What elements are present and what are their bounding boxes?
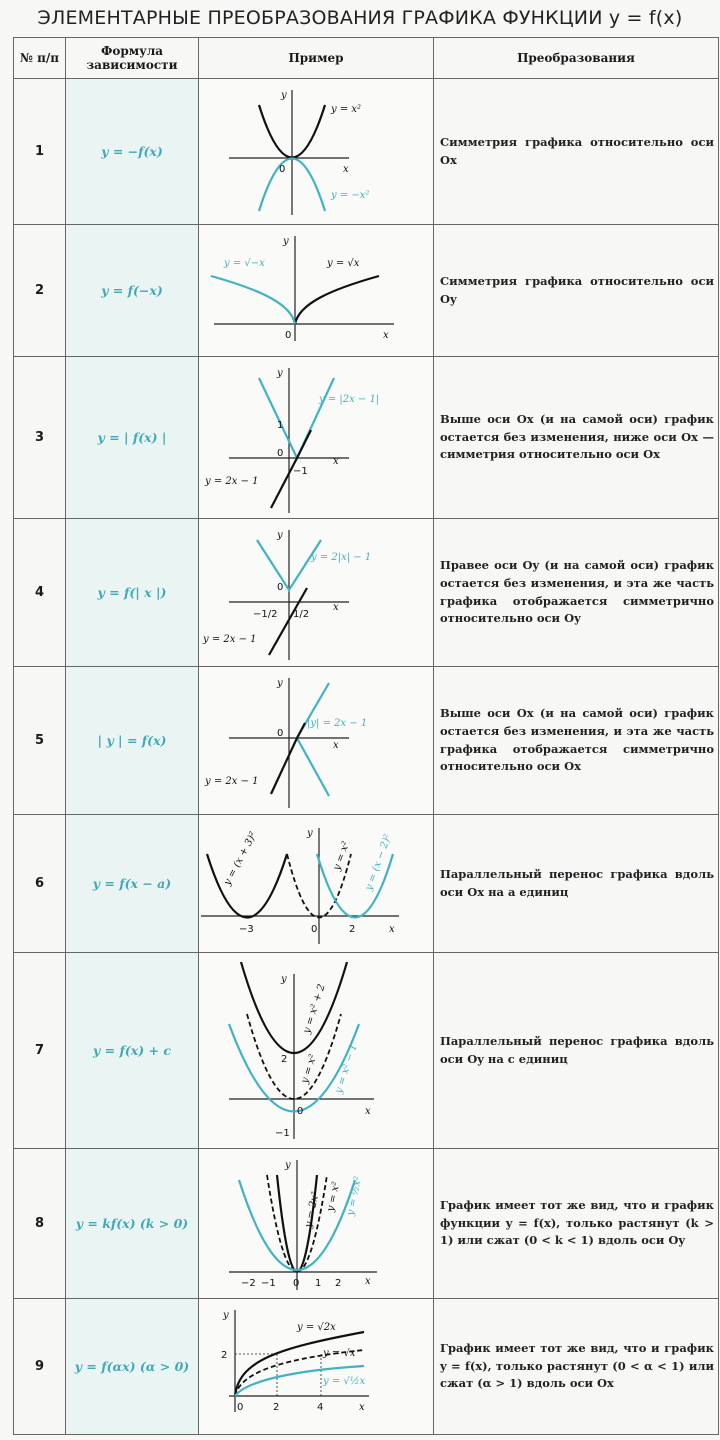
tick-label: −1 <box>293 465 308 477</box>
graph-label: y = −x² <box>331 189 370 201</box>
tick-label: 0 <box>297 1105 304 1117</box>
row-example-graph <box>199 357 434 519</box>
graph-label: y = x² <box>325 1180 343 1213</box>
tick-label: 1/2 <box>293 608 310 620</box>
graph-label: y = x² − 1 <box>333 1042 360 1095</box>
row-transformation: Выше оси Ox (и на самой оси) график остается без изменения, и эта же часть графика отображается симметрично относительно оси Ox <box>434 667 719 815</box>
graph-label: y = √2x <box>297 1321 336 1333</box>
row-formula: y = f(| x |) <box>66 519 199 667</box>
row-number: 4 <box>14 519 66 667</box>
table-row <box>14 357 719 519</box>
row-number: 9 <box>14 1299 66 1435</box>
tick-label: 0 <box>279 163 286 175</box>
tick-label: x <box>359 1401 365 1413</box>
tick-label: y <box>281 89 287 101</box>
tick-label: −1 <box>275 1127 290 1139</box>
graph-label: y = √½x <box>323 1375 366 1387</box>
row-transformation: Симметрия графика относительно оси Oy <box>434 225 719 357</box>
graph-label: y = (x − 2)² <box>363 832 394 892</box>
header-formula: Формула зависимости <box>66 38 199 79</box>
tick-label: 0 <box>311 923 318 935</box>
tick-label: −2 <box>241 1277 256 1289</box>
tick-label: 2 <box>273 1401 280 1413</box>
table-row <box>14 519 719 667</box>
tick-label: 1 <box>277 419 284 431</box>
transformations-table <box>13 37 719 1435</box>
tick-label: −1/2 <box>253 608 278 620</box>
row-example-graph <box>199 1299 434 1435</box>
row-transformation: График имеет тот же вид, что и график функции y = f(x), только растянут (k > 1) или сжат (0 < k < 1) вдоль оси Oy <box>434 1149 719 1299</box>
tick-label: y <box>223 1309 229 1321</box>
row-formula: y = f(αx) (α > 0) <box>66 1299 199 1435</box>
tick-label: x <box>333 601 339 613</box>
graph-label: y = 2x − 1 <box>205 475 259 487</box>
tick-label: x <box>333 739 339 751</box>
row-formula: y = f(x) + c <box>66 953 199 1149</box>
graph-label: y = x² <box>331 839 353 872</box>
row-formula: y = −f(x) <box>66 79 199 225</box>
graph-label: y = 2|x| − 1 <box>311 551 372 563</box>
header-transform: Преобразования <box>434 38 719 79</box>
tick-label: x <box>389 923 395 935</box>
header-example: Пример <box>199 38 434 79</box>
tick-label: 0 <box>277 447 284 459</box>
tick-label: 0 <box>285 329 292 341</box>
tick-label: x <box>365 1275 371 1287</box>
tick-label: 2 <box>335 1277 342 1289</box>
tick-label: x <box>343 163 349 175</box>
page-title: ЭЛЕМЕНТАРНЫЕ ПРЕОБРАЗОВАНИЯ ГРАФИКА ФУНКЦИИ y = f(x) <box>37 7 683 29</box>
graph-2 <box>199 226 434 356</box>
row-number: 2 <box>14 225 66 357</box>
row-example-graph <box>199 815 434 953</box>
row-example-graph <box>199 519 434 667</box>
graph-label: y = ½x² <box>345 1174 365 1217</box>
tick-label: 0 <box>293 1277 300 1289</box>
tick-label: 1 <box>315 1277 322 1289</box>
tick-label: y <box>307 827 313 839</box>
tick-label: y <box>277 677 283 689</box>
tick-label: x <box>365 1105 371 1117</box>
row-transformation: Симметрия графика относительно оси Ox <box>434 79 719 225</box>
row-formula: y = | f(x) | <box>66 357 199 519</box>
tick-label: 0 <box>277 581 284 593</box>
graph-label: y = √x <box>323 1347 356 1359</box>
header-num: № п/п <box>14 38 66 79</box>
tick-label: −1 <box>261 1277 276 1289</box>
row-formula: y = f(−x) <box>66 225 199 357</box>
row-formula: y = f(x − a) <box>66 815 199 953</box>
graph-label: y = √x <box>327 257 360 269</box>
row-example-graph <box>199 1149 434 1299</box>
table-row <box>14 667 719 815</box>
table-header-row <box>14 38 719 79</box>
tick-label: y <box>283 235 289 247</box>
graph-label: y = √−x <box>224 257 265 269</box>
table-row <box>14 1149 719 1299</box>
graph-label: y = 2x − 1 <box>203 633 257 645</box>
row-number: 6 <box>14 815 66 953</box>
graph-label: y = x² <box>331 103 362 115</box>
tick-label: y <box>277 529 283 541</box>
tick-label: 0 <box>237 1401 244 1413</box>
graph-label: y = (x + 3)² <box>221 829 260 887</box>
tick-label: x <box>383 329 389 341</box>
row-example-graph <box>199 79 434 225</box>
row-transformation: Правее оси Oy (и на самой оси) график остается без изменения, и эта же часть графика отображается симметрично относительно оси Oy <box>434 519 719 667</box>
graph-label: y = 2x² <box>303 1190 322 1229</box>
row-transformation: Параллельный перенос графика вдоль оси Oy на c единиц <box>434 953 719 1149</box>
tick-label: 0 <box>277 727 284 739</box>
table-row <box>14 225 719 357</box>
graph-label: |y| = 2x − 1 <box>307 717 368 729</box>
row-number: 7 <box>14 953 66 1149</box>
row-transformation: График имеет тот же вид, что и график y = f(x), только растянут (0 < α < 1) или сжат (α > 1) вдоль оси Ox <box>434 1299 719 1435</box>
tick-label: 2 <box>349 923 356 935</box>
row-number: 1 <box>14 79 66 225</box>
row-number: 5 <box>14 667 66 815</box>
tick-label: 2 <box>221 1349 228 1361</box>
tick-label: y <box>277 367 283 379</box>
tick-label: 4 <box>317 1401 324 1413</box>
graph-6 <box>199 816 434 952</box>
graph-label: y = |2x − 1| <box>319 393 380 405</box>
tick-label: y <box>285 1159 291 1171</box>
row-number: 3 <box>14 357 66 519</box>
graph-7 <box>199 954 434 1148</box>
graph-label: y = x² <box>299 1052 320 1085</box>
tick-label: −3 <box>239 923 254 935</box>
tick-label: x <box>333 455 339 467</box>
table-row <box>14 953 719 1149</box>
graph-4 <box>199 520 434 666</box>
row-transformation: Выше оси Ox (и на самой оси) график остается без изменения, ниже оси Ox — симметрия относительно оси Ox <box>434 357 719 519</box>
table-row <box>14 1299 719 1435</box>
graph-3 <box>199 358 434 518</box>
row-example-graph <box>199 225 434 357</box>
table-row <box>14 815 719 953</box>
row-number: 8 <box>14 1149 66 1299</box>
table-row <box>14 79 719 225</box>
graph-label: y = 2x − 1 <box>205 775 259 787</box>
row-example-graph <box>199 953 434 1149</box>
row-formula: y = kf(x) (k > 0) <box>66 1149 199 1299</box>
row-formula: | y | = f(x) <box>66 667 199 815</box>
tick-label: 2 <box>281 1053 288 1065</box>
graph-5 <box>199 668 434 814</box>
graph-1 <box>199 80 434 224</box>
row-transformation: Параллельный перенос графика вдоль оси Ox на a единиц <box>434 815 719 953</box>
graph-label: y = x² + 2 <box>301 982 328 1035</box>
row-example-graph <box>199 667 434 815</box>
tick-label: y <box>281 973 287 985</box>
graph-8 <box>199 1150 434 1298</box>
graph-9 <box>199 1300 434 1434</box>
